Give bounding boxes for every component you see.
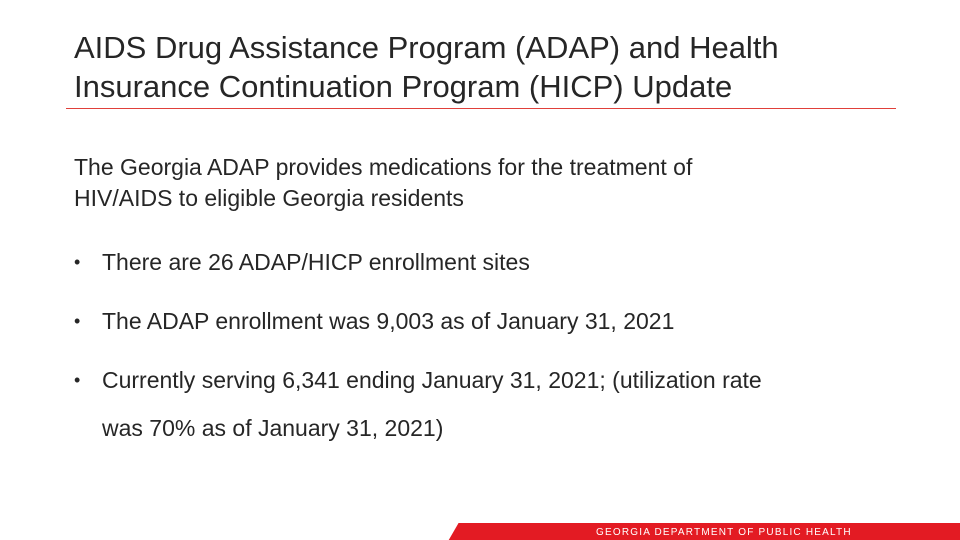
bullet-adap-enrollment	[74, 297, 904, 345]
bullet-text: The ADAP enrollment was 9,003 as of January 31, 2021	[102, 308, 675, 334]
title-divider	[66, 108, 896, 109]
slide-title-line-1: AIDS Drug Assistance Program (ADAP) and Health	[74, 30, 779, 65]
bullet-text: There are 26 ADAP/HICP enrollment sites	[102, 249, 530, 275]
bullet-text-line-2: was 70% as of January 31, 2021)	[102, 415, 444, 441]
intro-line-2: HIV/AIDS to eligible Georgia residents	[74, 185, 464, 211]
footer-agency-label: GEORGIA DEPARTMENT OF PUBLIC HEALTH	[596, 527, 852, 538]
intro-line-1: The Georgia ADAP provides medications for the treatment of	[74, 154, 693, 180]
bullet-dot-icon: •	[74, 370, 81, 390]
bullet-dot-icon: •	[74, 311, 81, 331]
slide-title	[74, 28, 904, 106]
bullet-enrollment-sites	[74, 238, 904, 286]
bullet-dot-icon: •	[74, 252, 81, 272]
bullet-text-line-1: Currently serving 6,341 ending January 31, 2021; (utilization rate	[102, 367, 762, 393]
bullet-list	[74, 238, 904, 463]
bullet-currently-serving	[74, 356, 904, 452]
slide-title-line-2: Insurance Continuation Program (HICP) Update	[74, 69, 733, 104]
intro-paragraph	[74, 152, 894, 214]
